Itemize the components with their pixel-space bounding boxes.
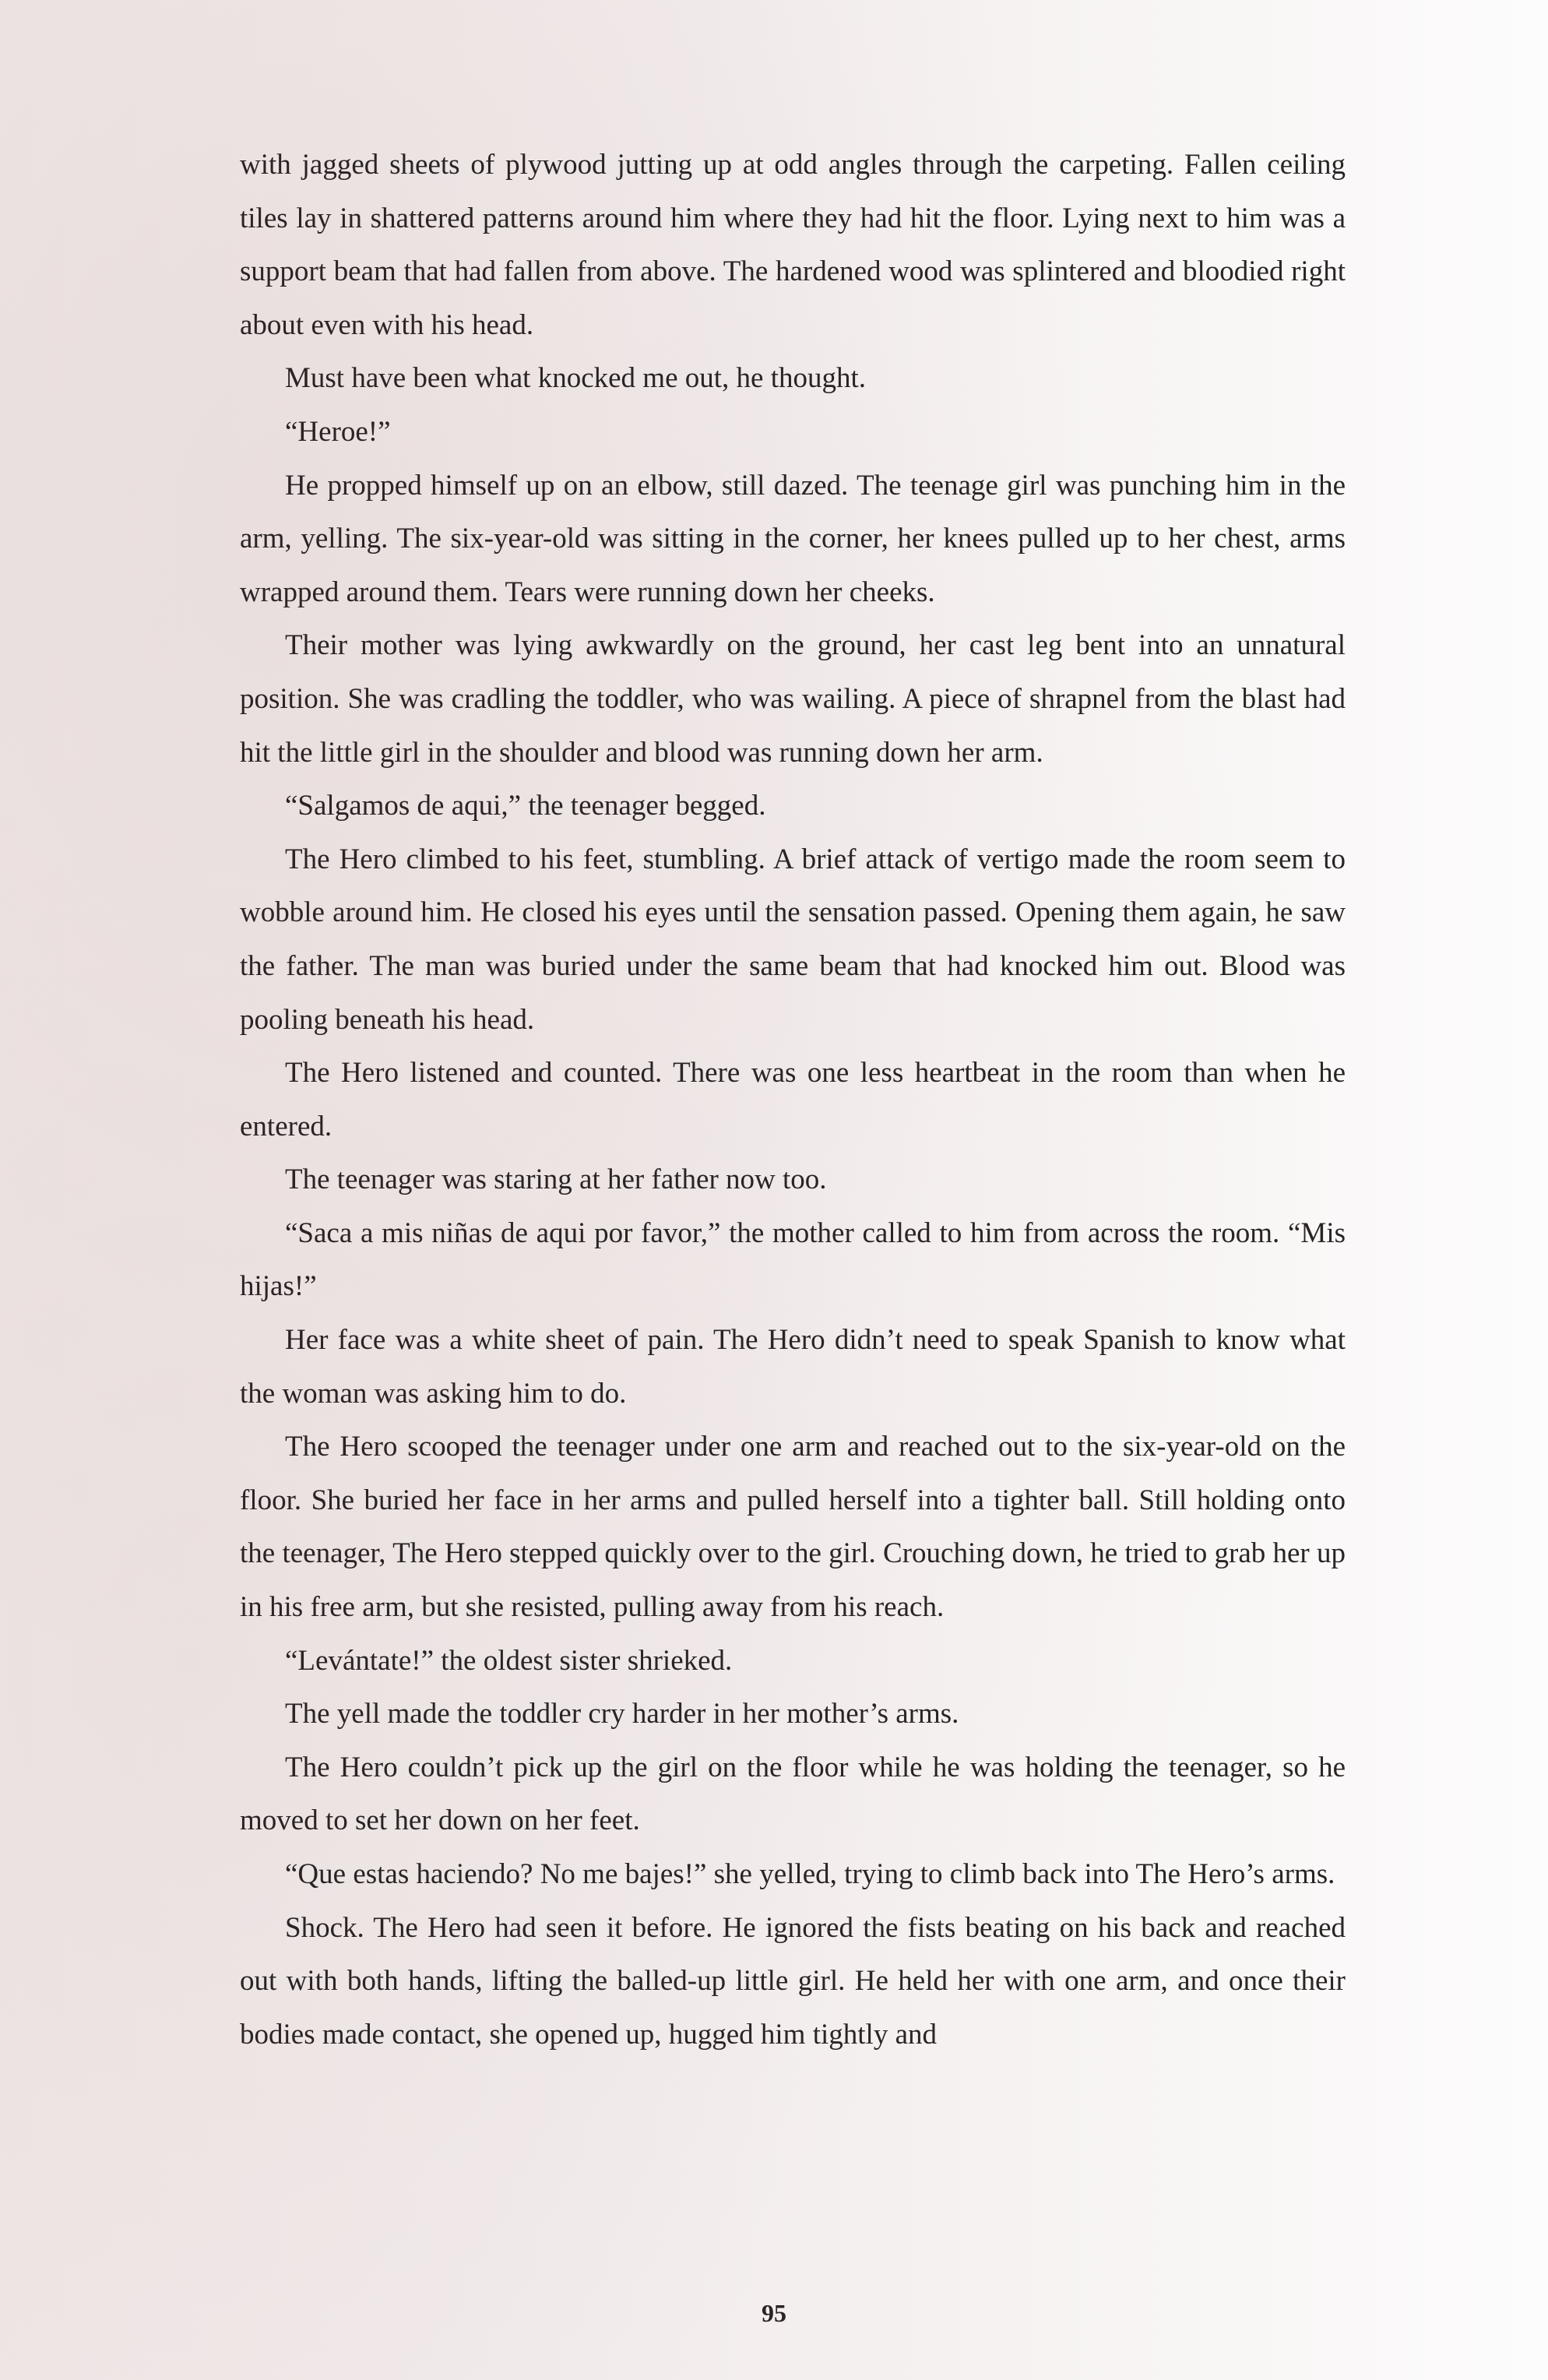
paragraph: with jagged sheets of plywood jutting up at odd angles through the carpeting. Fallen ceiling tiles lay in shattered patterns around him where they had hit the floor. Lying next to him was a support beam that had fallen from above. The hardened wood was splintered and bloodied right about even with his head. xyxy=(240,149,1346,341)
paragraph: Shock. The Hero had seen it before. He ignored the fists beating on his back and reached out with both hands, lifting the balled-up little girl. He held her with one arm, and once their bodies made contact, she opened up, hugged him tightly and xyxy=(240,1911,1346,2051)
paragraph: “Saca a mis niñas de aqui por favor,” the mother called to him from across the room. “Mis hijas!” xyxy=(240,1216,1346,1303)
page-number: 95 xyxy=(762,2299,786,2327)
body-text xyxy=(240,139,1346,2061)
paragraph: Must have been what knocked me out, he thought. xyxy=(285,362,866,395)
paragraph: The Hero climbed to his feet, stumbling. A brief attack of vertigo made the room seem to wobble around him. He closed his eyes until the sensation passed. Opening them again, he saw the father. The man was buried under the same beam that had knocked him out. Blood was pooling beneath his head. xyxy=(240,843,1346,1036)
paragraph: “Levántate!” the oldest sister shrieked. xyxy=(285,1644,733,1677)
paragraph: He propped himself up on an elbow, still dazed. The teenage girl was punching him in the arm, yelling. The six-year-old was sitting in the corner, her knees pulled up to her chest, arms wrapped around them. Tears were running down her cheeks. xyxy=(240,469,1346,608)
paragraph: Their mother was lying awkwardly on the ground, her cast leg bent into an unnatural position. She was cradling the toddler, who was wailing. A piece of shrapnel from the blast had hit the little girl in the shoulder and blood was running down her arm. xyxy=(240,629,1346,769)
paragraph: The yell made the toddler cry harder in her mother’s arms. xyxy=(285,1698,959,1730)
paragraph: The Hero scooped the teenager under one arm and reached out to the six-year-old on the floor. She buried her face in her arms and pulled herself into a tighter ball. Still holding onto the teenager, The Hero stepped quickly over to the girl. Crouching down, he tried to grab her up in his free arm, but she resisted, pulling away from his reach. xyxy=(240,1431,1346,1624)
paragraph: “Heroe!” xyxy=(285,415,391,448)
paragraph: The teenager was staring at her father now too. xyxy=(285,1164,827,1196)
paragraph: The Hero couldn’t pick up the girl on the floor while he was holding the teenager, so he moved to set her down on her feet. xyxy=(240,1751,1346,1837)
paragraph: The Hero listened and counted. There was one less heartbeat in the room than when he entered. xyxy=(240,1057,1346,1142)
paragraph: “Salgamos de aqui,” the teenager begged. xyxy=(285,790,766,822)
paragraph: “Que estas haciendo? No me bajes!” she yelled, trying to climb back into The Hero’s arms. xyxy=(285,1858,1335,1890)
paragraph: Her face was a white sheet of pain. The Hero didn’t need to speak Spanish to know what the woman was asking him to do. xyxy=(240,1324,1346,1410)
